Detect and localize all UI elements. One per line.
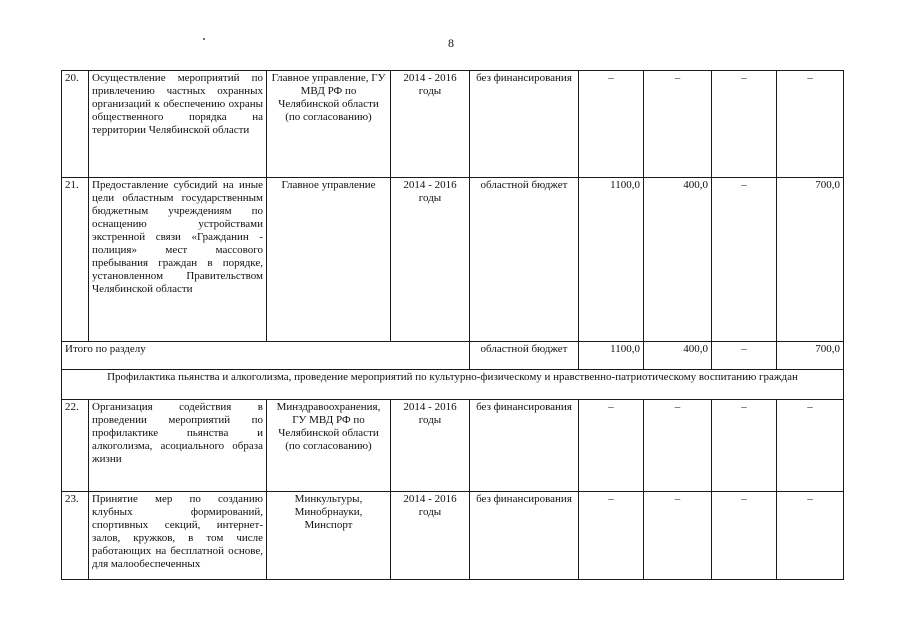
row-number: 21. <box>62 178 89 342</box>
funding-source: без финансирования <box>470 400 579 492</box>
executor: Минздравоохранения, ГУ МВД РФ по Челябинской области (по согласованию) <box>267 400 391 492</box>
funding-source: без финансирования <box>470 492 579 580</box>
amount-2015: – <box>712 71 777 178</box>
scan-speck <box>203 38 205 40</box>
amount-total: – <box>579 400 644 492</box>
table-row <box>62 492 844 580</box>
amount-2014: – <box>644 492 712 580</box>
amount-total: 1100,0 <box>579 342 644 370</box>
amount-2015: – <box>712 342 777 370</box>
amount-2016: – <box>777 492 844 580</box>
section-header: Профилактика пьянства и алкоголизма, проведение мероприятий по культурно-физическому и нравственно-патриотическому воспитанию граждан <box>62 370 844 400</box>
amount-total: – <box>579 492 644 580</box>
row-number: 20. <box>62 71 89 178</box>
amount-2015: – <box>712 492 777 580</box>
funding-source: без финансирования <box>470 71 579 178</box>
section-header-row <box>62 370 844 400</box>
table-row <box>62 71 844 178</box>
table-row <box>62 400 844 492</box>
activity-name: Предоставление субсидий на иные цели областным государственным бюджетным учреждениям по оснащению устройствами экстренной связи «Гражданин - полиция» мест массового пребывания граждан в порядке, установленном Правительством Челябинской области <box>89 178 267 342</box>
funding-source: областной бюджет <box>470 342 579 370</box>
amount-2014: – <box>644 400 712 492</box>
amount-2014: 400,0 <box>644 178 712 342</box>
activity-name: Организация содействия в проведении мероприятий по профилактике пьянства и алкоголизма, асоциального образа жизни <box>89 400 267 492</box>
period: 2014 - 2016 годы <box>391 400 470 492</box>
period: 2014 - 2016 годы <box>391 178 470 342</box>
period: 2014 - 2016 годы <box>391 71 470 178</box>
amount-2016: 700,0 <box>777 178 844 342</box>
section-total-row <box>62 342 844 370</box>
amount-2016: 700,0 <box>777 342 844 370</box>
section-total-label: Итого по разделу <box>62 342 470 370</box>
executor: Главное управление, ГУ МВД РФ по Челябинской области (по согласованию) <box>267 71 391 178</box>
amount-2015: – <box>712 400 777 492</box>
executor: Главное управление <box>267 178 391 342</box>
executor: Минкультуры, Минобрнауки, Минспорт <box>267 492 391 580</box>
row-number: 23. <box>62 492 89 580</box>
funding-source: областной бюджет <box>470 178 579 342</box>
amount-2014: – <box>644 71 712 178</box>
period: 2014 - 2016 годы <box>391 492 470 580</box>
amount-total: – <box>579 71 644 178</box>
amount-total: 1100,0 <box>579 178 644 342</box>
amount-2015: – <box>712 178 777 342</box>
row-number: 22. <box>62 400 89 492</box>
activity-name: Осуществление мероприятий по привлечению частных охранных организаций к обеспечению охраны общественного порядка на территории Челябинской области <box>89 71 267 178</box>
amount-2016: – <box>777 71 844 178</box>
activity-name: Принятие мер по созданию клубных формирований, спортивных секций, интернет-залов, кружков, в том числе работающих на бесплатной основе, для малообеспеченных <box>89 492 267 580</box>
program-table <box>61 70 844 580</box>
amount-2014: 400,0 <box>644 342 712 370</box>
table-row <box>62 178 844 342</box>
amount-2016: – <box>777 400 844 492</box>
page-number: 8 <box>448 36 454 50</box>
